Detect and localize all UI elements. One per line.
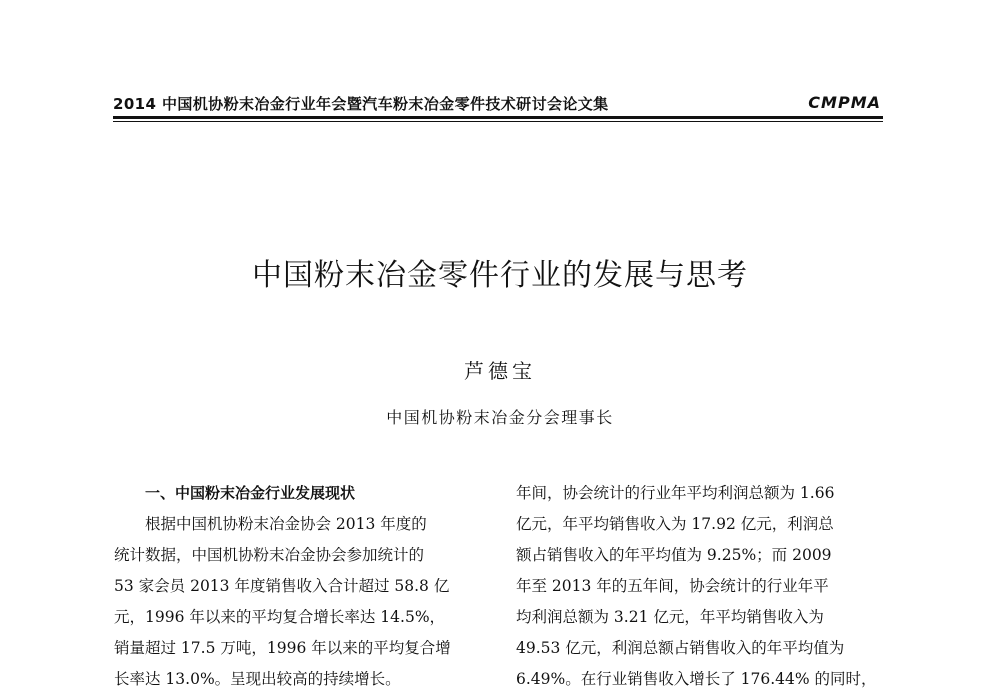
header-rule-thick	[113, 116, 883, 119]
paragraph-line: 亿元，年平均销售收入为 17.92 亿元，利润总	[516, 515, 834, 533]
paragraph-line: 长率达 13.0%。呈现出较高的持续增长。	[114, 670, 401, 688]
section-heading: 一、中国粉末冶金行业发展现状	[145, 484, 356, 502]
paragraph-line: 6.49%。在行业销售收入增长了 176.44% 的同时，	[516, 670, 877, 688]
paragraph-line: 年间，协会统计的行业年平均利润总额为 1.66	[516, 484, 835, 502]
paragraph-line: 元，1996 年以来的平均复合增长率达 14.5%，	[114, 608, 446, 626]
article-title: 中国粉末冶金零件行业的发展与思考	[252, 258, 748, 293]
paragraph-line: 年至 2013 年的五年间，协会统计的行业年平	[516, 577, 829, 595]
author-affiliation: 中国机协粉末冶金分会理事长	[386, 408, 614, 427]
paragraph-line: 统计数据，中国机协粉末冶金协会参加统计的	[114, 546, 425, 564]
paragraph-line: 53 家会员 2013 年度销售收入合计超过 58.8 亿	[114, 577, 450, 595]
paragraph-line: 销量超过 17.5 万吨，1996 年以来的平均复合增	[114, 639, 451, 657]
right-column	[516, 478, 884, 695]
paragraph-line: 均利润总额为 3.21 亿元，年平均销售收入为	[516, 608, 824, 626]
paragraph-line: 根据中国机协粉末冶金协会 2013 年度的	[145, 515, 427, 533]
author-name: 芦德宝	[464, 359, 536, 383]
proceedings-title: 2014 中国机协粉末冶金行业年会暨汽车粉末冶金零件技术研讨会论文集	[113, 95, 609, 113]
paragraph-line: 49.53 亿元，利润总额占销售收入的年平均值为	[516, 639, 845, 657]
cmpma-logo: CMPMA	[808, 93, 881, 112]
left-column	[114, 478, 482, 695]
header-rule-thin	[113, 121, 883, 122]
running-header	[113, 93, 881, 117]
paragraph-line: 额占销售收入的年平均值为 9.25%；而 2009	[516, 546, 832, 564]
